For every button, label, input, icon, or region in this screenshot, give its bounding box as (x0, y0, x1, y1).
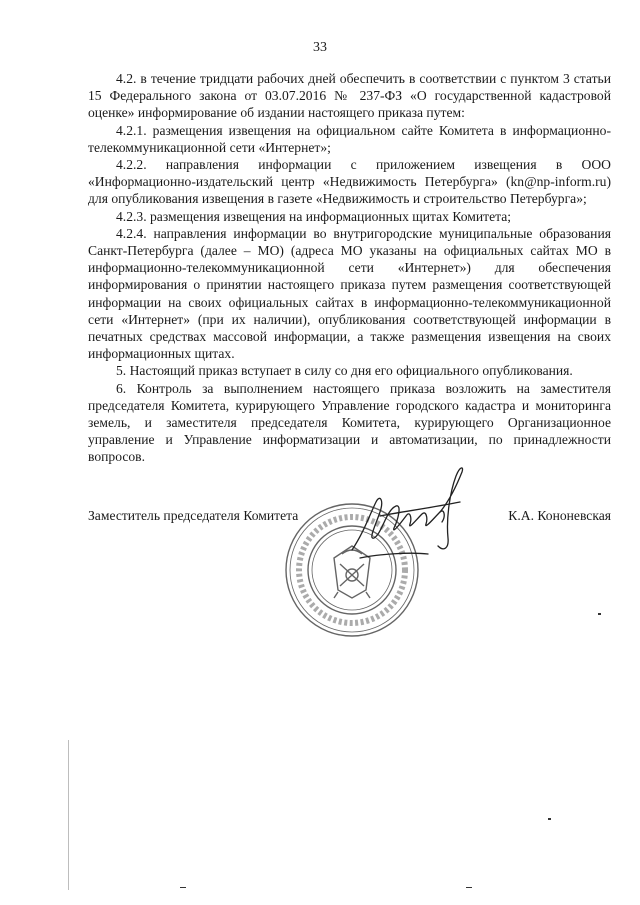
scan-speck (466, 887, 472, 888)
signer-name: К.А. Кононевская (508, 508, 611, 523)
paragraph-4-2: 4.2. в течение тридцати рабочих дней обеспечить в соответствии с пунктом 3 статьи 15 Федерального закона от 03.07.2016 № 237-ФЗ «О государственной кадастровой оценке» информирование об издании настоящего приказа путем: (88, 71, 611, 121)
scan-margin-line (68, 740, 69, 890)
handwritten-signature-icon (350, 462, 490, 572)
paragraph-4-2-4: 4.2.4. направления информации во внутригородские муниципальные образования Санкт-Петербурга (далее – МО) (адреса МО указаны на официальных сайтах МО в информационно-телекоммуникационной сети «Интернет») для обеспечения информирования о принятии настоящего приказа путем размещения соответствующей информации на своих официальных сайтах в информационно-телекоммуникационной сети «Интернет» (при их наличии), опубликования соответствующей информации в печатных средствах массовой информации, а также размещения извещения на своих информационных щитах. (88, 225, 611, 362)
paragraph-4-2-2: 4.2.2. направления информации с приложением извещения в ООО «Информационно-издательский центр «Недвижимость Петербурга» (kn@np-inform.ru) для опубликования извещения в газете «Недвижимость и строительство Петербурга»; (88, 157, 611, 207)
scan-speck (180, 887, 186, 888)
paragraph-6: 6. Контроль за выполнением настоящего приказа возложить на заместителя председателя Комитета, курирующего Управление городского кадастра и мониторинга земель, и заместителя председателя Комитета, курирующего Организационное управление и Управление информатизации и автоматизации, по принадлежности вопросов. (88, 380, 611, 465)
paragraph-5: 5. Настоящий приказ вступает в силу со дня его официального опубликования. (116, 363, 573, 379)
scan-speck (598, 613, 601, 615)
document-body (88, 70, 611, 466)
paragraph-4-2-1: 4.2.1. размещения извещения на официальном сайте Комитета в информационно-телекоммуникационной сети «Интернет»; (88, 122, 611, 155)
paragraph-4-2-3: 4.2.3. размещения извещения на информационных щитах Комитета; (116, 208, 512, 224)
signer-title: Заместитель председателя Комитета (88, 508, 299, 523)
scan-speck (548, 818, 551, 820)
page-number: 33 (313, 40, 327, 55)
